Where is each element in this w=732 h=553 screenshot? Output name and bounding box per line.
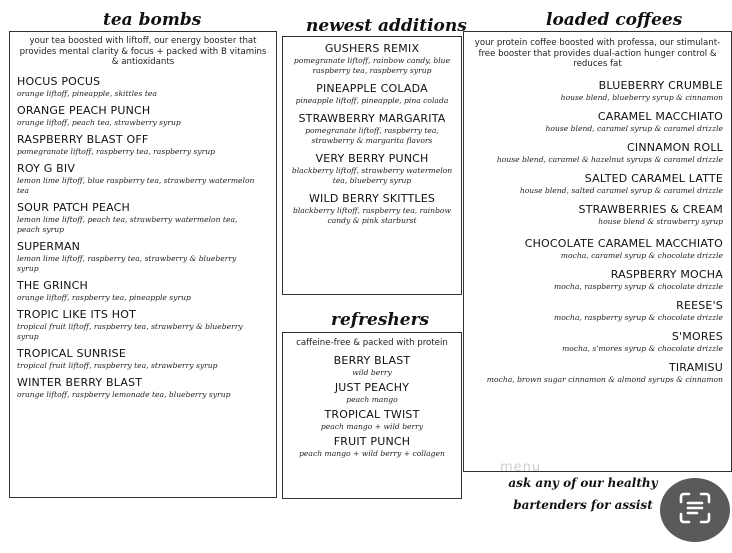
menu-item <box>287 192 457 226</box>
menu-item-name: GUSHERS REMIX <box>324 42 420 55</box>
newest-additions-list <box>287 42 457 226</box>
menu-item-description: orange liftoff, raspberry tea, pineapple syrup <box>17 292 191 302</box>
menu-item-name: SUPERMAN <box>17 239 81 253</box>
menu-item-description: house blend, caramel & hazelnut syrups & caramel drizzle <box>496 154 723 164</box>
menu-item-name: REESE'S <box>676 298 723 312</box>
menu-item-name: BERRY BLAST <box>333 353 411 367</box>
menu-item-name: THE GRINCH <box>17 278 89 292</box>
menu-item <box>287 112 457 146</box>
menu-item <box>468 330 727 354</box>
menu-item-name: RASPBERRY MOCHA <box>610 267 723 281</box>
loaded-coffees-list <box>468 79 727 385</box>
menu-item-name: ROY G BIV <box>17 161 76 175</box>
menu-item-name: HOCUS POCUS <box>17 74 101 88</box>
menu-item-name: PINEAPPLE COLADA <box>316 82 428 95</box>
menu-item <box>287 381 457 405</box>
refreshers-intro: caffeine-free & packed with protein <box>296 338 448 348</box>
scan-text-icon <box>678 491 712 529</box>
menu-item-name: WILD BERRY SKITTLES <box>308 192 436 205</box>
newest-additions-section <box>282 36 462 295</box>
menu-item-description: pineapple liftoff, pineapple, pina colada <box>295 96 449 105</box>
menu-item-name: STRAWBERRIES & CREAM <box>578 202 723 216</box>
menu-item-name: CHOCOLATE CARAMEL MACCHIATO <box>524 236 723 250</box>
menu-item-name: TIRAMISU <box>668 360 723 374</box>
menu-item <box>468 361 727 385</box>
menu-item-description: tropical fruit liftoff, raspberry tea, strawberry & blueberry syrup <box>17 321 243 341</box>
menu-item <box>17 308 276 342</box>
menu-item <box>287 408 457 432</box>
menu-item-name: TROPIC LIKE ITS HOT <box>17 307 136 321</box>
menu-item-description: orange liftoff, peach tea, strawberry syrup <box>17 117 181 127</box>
menu-item-description: house blend, caramel syrup & caramel drizzle <box>545 123 723 133</box>
loaded-coffees-intro: your protein coffee boosted with professa, our stimulant-free booster that provides dual-action hunger control & reduces fat <box>474 38 721 69</box>
tea-bombs-section <box>9 31 277 498</box>
menu-item-name: TROPICAL SUNRISE <box>17 346 127 360</box>
menu-item-name: STRAWBERRY MARGARITA <box>298 112 446 125</box>
menu-item-description: lemon lime liftoff, blue raspberry tea, strawberry watermelon tea <box>17 175 255 195</box>
menu-item <box>17 347 276 371</box>
menu-item-description: mocha, raspberry syrup & chocolate drizzle <box>554 281 723 291</box>
menu-item-description: wild berry <box>352 367 392 377</box>
menu-item-name: WINTER BERRY BLAST <box>17 375 143 389</box>
menu-item-description: blackberry liftoff, strawberry watermelon tea, blueberry syrup <box>291 166 453 185</box>
menu-item <box>468 203 727 227</box>
newest-additions-heading: newest additions <box>306 16 467 36</box>
menu-item <box>468 110 727 134</box>
menu-item <box>468 141 727 165</box>
menu-item-description: pomegranate liftoff, rainbow candy, blue raspberry tea, raspberry syrup <box>293 56 451 75</box>
menu-item <box>17 201 276 235</box>
scan-text-button[interactable] <box>660 478 730 542</box>
menu-item-description: orange liftoff, raspberry lemonade tea, blueberry syrup <box>17 389 231 399</box>
menu-item-description: lemon lime liftoff, raspberry tea, strawberry & blueberry syrup <box>17 253 237 273</box>
menu-item-name: SOUR PATCH PEACH <box>17 200 131 214</box>
footer-line-2: bartenders for assist <box>513 498 653 512</box>
menu-item-description: pomegranate liftoff, raspberry tea, strawberry & margarita flavors <box>305 126 439 145</box>
menu-item-description: peach mango <box>346 394 398 404</box>
menu-item-description: house blend, salted caramel syrup & caramel drizzle <box>519 185 723 195</box>
refreshers-list <box>287 354 457 459</box>
tea-bombs-intro: your tea boosted with liftoff, our energy booster that provides mental clarity & focus + packed with B vitamins & antioxidants <box>19 36 267 67</box>
menu-item <box>468 237 727 261</box>
menu-item-name: CINNAMON ROLL <box>627 140 723 154</box>
loaded-coffees-heading: loaded coffees <box>546 10 683 30</box>
menu-item-description: lemon lime liftoff, peach tea, strawberry watermelon tea, peach syrup <box>17 214 238 234</box>
menu-item-description: blackberry liftoff, raspberry tea, rainbow candy & pink starburst <box>292 206 452 225</box>
menu-item-description: mocha, s'mores syrup & chocolate drizzle <box>562 343 723 353</box>
menu-item <box>468 268 727 292</box>
menu-item <box>17 133 276 157</box>
menu-item-name: RASPBERRY BLAST OFF <box>17 132 149 146</box>
menu-item-description: mocha, caramel syrup & chocolate drizzle <box>560 250 723 260</box>
menu-item <box>468 79 727 103</box>
menu-item <box>17 162 276 196</box>
refreshers-heading: refreshers <box>331 310 430 330</box>
loaded-coffees-section <box>463 31 732 472</box>
menu-item <box>17 376 276 400</box>
menu-item <box>468 299 727 323</box>
menu-item-description: peach mango + wild berry <box>320 421 424 431</box>
menu-item-description: mocha, brown sugar cinnamon & almond syrups & cinnamon <box>486 374 723 384</box>
tea-bombs-list <box>17 75 276 400</box>
menu-item-name: BLUEBERRY CRUMBLE <box>598 78 723 92</box>
menu-watermark: menu <box>500 460 542 475</box>
menu-item <box>287 82 457 106</box>
menu-item <box>287 354 457 378</box>
menu-item <box>17 279 276 303</box>
menu-item <box>468 172 727 196</box>
menu-item-name: JUST PEACHY <box>334 380 410 394</box>
footer-line-1: ask any of our healthy <box>508 476 658 490</box>
menu-item-name: TROPICAL TWIST <box>324 407 420 421</box>
menu-item <box>287 435 457 459</box>
menu-item-description: orange liftoff, pineapple, skittles tea <box>17 88 157 98</box>
refreshers-section <box>282 332 462 499</box>
menu-item-description: house blend, blueberry syrup & cinnamon <box>560 92 723 102</box>
menu-item-description: tropical fruit liftoff, raspberry tea, strawberry syrup <box>17 360 218 370</box>
menu-item-name: ORANGE PEACH PUNCH <box>17 103 151 117</box>
tea-bombs-heading: tea bombs <box>103 10 202 30</box>
menu-item-name: SALTED CARAMEL LATTE <box>584 171 723 185</box>
menu-item-description: house blend & strawberry syrup <box>598 216 723 226</box>
menu-item <box>17 240 276 274</box>
menu-item-name: S'MORES <box>671 329 723 343</box>
menu-item <box>17 75 276 99</box>
menu-item <box>287 42 457 76</box>
menu-item <box>17 104 276 128</box>
menu-item <box>287 152 457 186</box>
menu-item-name: CARAMEL MACCHIATO <box>597 109 723 123</box>
menu-item-description: peach mango + wild berry + collagen <box>299 448 445 458</box>
menu-item-description: mocha, raspberry syrup & chocolate drizzle <box>554 312 723 322</box>
menu-item-name: VERY BERRY PUNCH <box>315 152 429 165</box>
menu-item-description: pomegranate liftoff, raspberry tea, raspberry syrup <box>17 146 215 156</box>
menu-item-name: FRUIT PUNCH <box>333 434 411 448</box>
